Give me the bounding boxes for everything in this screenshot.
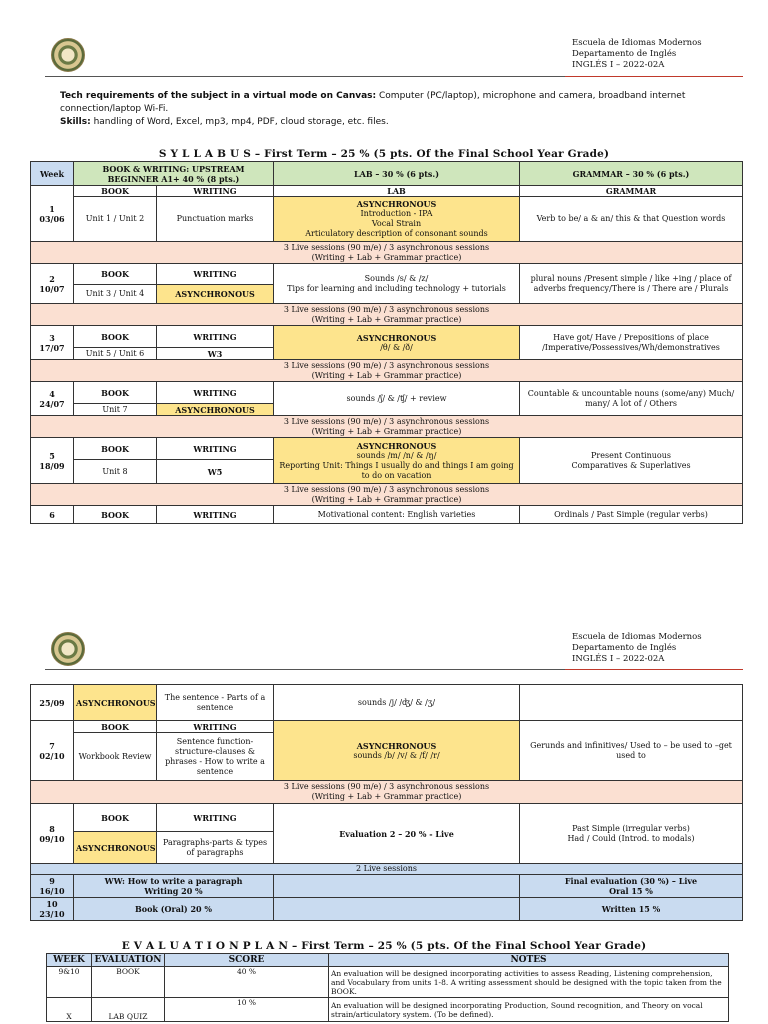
- grammar-line: Past Simple (irregular verbs): [572, 823, 690, 833]
- lab-line: Sounds /s/ & /z/: [364, 273, 429, 283]
- week-10: [31, 898, 74, 921]
- week-date: 18/09: [39, 460, 65, 471]
- week-number: 2: [49, 273, 55, 284]
- grammar-cell: Have got/ Have / Prepositions of place /Imperative/Possessives/Wh/demonstratives: [520, 326, 743, 360]
- week-date: 24/07: [39, 398, 65, 409]
- book-subheader: BOOK: [74, 438, 157, 460]
- lab-cell: sounds /j/ /ʤ/ & /ʒ/: [274, 685, 520, 721]
- grammar-cell: [520, 685, 743, 721]
- writing-subheader: WRITING: [157, 264, 274, 285]
- lab-cell: sounds /ʃ/ & /ʧ/ + review: [274, 382, 520, 416]
- lab-line: Tips for learning and including technology + tutorials: [287, 283, 506, 293]
- syllabus-title: S Y L L A B U S – First Term – 25 % (5 pts. Of the Final School Year Grade): [158, 148, 610, 160]
- evaluation-line: Oral 15 %: [609, 886, 653, 896]
- week-number: 7: [49, 740, 55, 751]
- live-line: (Writing + Lab + Grammar practice): [311, 370, 462, 380]
- final-evaluation-cell: [520, 875, 743, 898]
- tech-label: Tech requirements of the subject in a virtual mode on Canvas:: [60, 91, 377, 101]
- grammar-cell: [520, 438, 743, 484]
- live-line: (Writing + Lab + Grammar practice): [311, 792, 462, 801]
- week-4: [31, 382, 74, 416]
- school-name: Escuela de Idiomas Modernos: [572, 632, 702, 642]
- department-name: Departamento de Inglés: [572, 643, 677, 653]
- grammar-cell: plural nouns /Present simple / like +ing / place of adverbs frequency/There is / There are / Plurals: [520, 264, 743, 304]
- lab-evaluation-cell: Evaluation 2 – 20 % - Live: [274, 804, 520, 864]
- syllabus-table-continued: [30, 684, 743, 921]
- eval-notes: An evaluation will be designed incorporating Production, Sound recognition, and Theory on vocal strain/articulatory system. (To be defined).: [329, 998, 729, 1022]
- writing-subheader: WRITING: [157, 506, 274, 524]
- live-sessions-row: [31, 242, 743, 264]
- lab-async-label: ASYNCHRONOUS: [356, 332, 437, 343]
- live-sessions-row: [31, 484, 743, 506]
- page-header-info: [572, 38, 702, 71]
- lab-cell: [274, 438, 520, 484]
- book-subheader: BOOK: [74, 264, 157, 285]
- live-line: 3 Live sessions (90 m/e) / 3 asynchronous sessions: [283, 360, 490, 370]
- writing-evaluation-cell: [74, 875, 274, 898]
- book-subheader: BOOK: [74, 382, 157, 404]
- eval-notes: An evaluation will be designed incorporating activities to assess Reading, Listening comprehension, and Vocabulary from units 1-8. A writing assessment should be designed with the topic taken from the BOOK.: [329, 967, 729, 998]
- writing-subheader: WRITING: [157, 438, 274, 460]
- grammar-cell: Ordinals / Past Simple (regular verbs): [520, 506, 743, 524]
- requirements-section: [60, 90, 700, 129]
- header-rule: [45, 669, 565, 670]
- department-name: Departamento de Inglés: [572, 49, 677, 59]
- lab-cell: [274, 197, 520, 242]
- live-sessions-row: [31, 360, 743, 382]
- writing-subheader: WRITING: [157, 804, 274, 832]
- week-date: 02/10: [39, 750, 65, 761]
- writing-async-cell: ASYNCHRONOUS: [157, 285, 274, 304]
- live-line: (Writing + Lab + Grammar practice): [311, 494, 462, 504]
- book-subheader: BOOK: [74, 721, 157, 733]
- week-date: 25/09: [31, 685, 74, 721]
- week-3: [31, 326, 74, 360]
- lab-line: sounds /m/ /n/ & /ŋ/: [356, 450, 437, 460]
- lab-line: Vocal Strain: [371, 219, 422, 228]
- live-sessions-row: [31, 416, 743, 438]
- eval-week: 9&10: [47, 967, 92, 998]
- skills-value: handling of Word, Excel, mp3, mp4, PDF, cloud storage, etc. files.: [93, 117, 389, 127]
- writing-async-cell: ASYNCHRONOUS: [157, 404, 274, 416]
- book-async-cell: ASYNCHRONOUS: [74, 685, 157, 721]
- skills-label: Skills:: [60, 117, 91, 127]
- lab-line: Introduction - IPA: [360, 209, 433, 218]
- lab-cell: [274, 326, 520, 360]
- evaluation-plan-table: [46, 953, 729, 1022]
- lab-header: LAB – 30 % (6 pts.): [274, 162, 520, 186]
- writing-subheader: WRITING: [157, 721, 274, 733]
- lab-line: Articulatory description of consonant sounds: [305, 229, 488, 238]
- evaluation-plan-title: E V A L U A T I O N P L A N – First Term – 25 % (5 pts. Of the Final School Year Grade): [121, 940, 647, 952]
- week-7: [31, 721, 74, 781]
- lab-async-label: ASYNCHRONOUS: [356, 440, 437, 451]
- school-name: Escuela de Idiomas Modernos: [572, 38, 702, 48]
- live-sessions-row: [31, 781, 743, 804]
- book-async-cell: ASYNCHRONOUS: [74, 832, 157, 864]
- week-date: 03/06: [39, 213, 65, 224]
- evaluation-header: EVALUATION: [92, 954, 165, 967]
- writing-cell: Punctuation marks: [157, 197, 274, 242]
- writing-cell: W5: [157, 460, 274, 484]
- eval-type: BOOK: [92, 967, 165, 998]
- grammar-cell: Gerunds and infinitives/ Used to – be used to –get used to: [520, 721, 743, 781]
- grammar-subheader: GRAMMAR: [520, 186, 743, 197]
- book-subheader: BOOK: [74, 804, 157, 832]
- week-header: WEEK: [47, 954, 92, 967]
- evaluation-line: Final evaluation (30 %) – Live: [564, 876, 698, 886]
- evaluation-line: Writing 20 %: [144, 886, 203, 896]
- lab-cell: [274, 875, 520, 898]
- lab-cell: [274, 898, 520, 921]
- live-line: (Writing + Lab + Grammar practice): [311, 314, 462, 324]
- book-evaluation-cell: Book (Oral) 20 %: [74, 898, 274, 921]
- book-subheader: BOOK: [74, 326, 157, 348]
- writing-cell: The sentence - Parts of a sentence: [157, 685, 274, 721]
- writing-subheader: WRITING: [157, 186, 274, 197]
- week-date: 17/07: [39, 342, 65, 353]
- week-9: [31, 875, 74, 898]
- grammar-line: Present Continuous: [591, 450, 671, 460]
- live-line: 3 Live sessions (90 m/e) / 3 asynchronous sessions: [283, 484, 490, 494]
- lab-async-label: ASYNCHRONOUS: [356, 199, 437, 209]
- university-seal-logo: [51, 38, 85, 72]
- tech-value: Computer (PC/laptop), microphone and camera, broadband internet connection/laptop Wi-Fi.: [60, 91, 686, 114]
- writing-cell: W3: [157, 348, 274, 360]
- syllabus-table: [30, 161, 743, 524]
- week-number: 1: [49, 203, 55, 214]
- week-number: 9: [49, 876, 55, 886]
- writing-cell: Sentence function- structure-clauses & phrases - How to write a sentence: [157, 733, 274, 781]
- live-line: 3 Live sessions (90 m/e) / 3 asynchronous sessions: [283, 304, 490, 314]
- lab-cell: [274, 264, 520, 304]
- lab-async-label: ASYNCHRONOUS: [356, 740, 437, 751]
- week-number: 5: [49, 450, 55, 461]
- course-name: INGLÉS I – 2022-02A: [572, 60, 665, 70]
- skills: [60, 116, 700, 129]
- grammar-header: GRAMMAR – 30 % (6 pts.): [520, 162, 743, 186]
- tech-requirements: [60, 90, 700, 116]
- week-2: [31, 264, 74, 304]
- week-6: 6: [31, 506, 74, 524]
- lab-line: sounds /b/ /v/ & /f/ /r/: [353, 750, 440, 760]
- live-line: (Writing + Lab + Grammar practice): [311, 252, 462, 262]
- week-header: Week: [31, 162, 74, 186]
- live-sessions-row: [31, 304, 743, 326]
- week-number: 10: [46, 899, 58, 909]
- week-date: 23/10: [39, 909, 65, 919]
- week-date: 09/10: [39, 833, 65, 844]
- lab-line: /θ/ & /ð/: [380, 342, 413, 352]
- lab-cell: [274, 721, 520, 781]
- page-header-info: [572, 632, 702, 665]
- eval-score: 40 %: [165, 967, 329, 998]
- grammar-cell: Countable & uncountable nouns (some/any) Much/ many/ A lot of / Others: [520, 382, 743, 416]
- week-5: [31, 438, 74, 484]
- eval-type: LAB QUIZ: [92, 998, 165, 1022]
- grammar-cell: [520, 804, 743, 864]
- book-cell: Unit 5 / Unit 6: [74, 348, 157, 360]
- week-number: 8: [49, 823, 55, 834]
- week-8: [31, 804, 74, 864]
- lab-cell: Motivational content: English varieties: [274, 506, 520, 524]
- notes-header: NOTES: [329, 954, 729, 967]
- score-header: SCORE: [165, 954, 329, 967]
- grammar-line: Had / Could (Introd. to modals): [567, 833, 695, 843]
- writing-subheader: WRITING: [157, 382, 274, 404]
- live-line: 3 Live sessions (90 m/e) / 3 asynchronous sessions: [283, 242, 490, 252]
- live-line: (Writing + Lab + Grammar practice): [311, 426, 462, 436]
- book-cell: Unit 7: [74, 404, 157, 416]
- eval-week: X: [47, 998, 92, 1022]
- book-cell: Unit 1 / Unit 2: [74, 197, 157, 242]
- grammar-cell: Verb to be/ a & an/ this & that Question words: [520, 197, 743, 242]
- week-date: 10/07: [39, 283, 65, 294]
- lab-line: Reporting Unit: Things I usually do and things I am going to do on vacation: [279, 460, 514, 480]
- header-rule-accent: [565, 669, 743, 670]
- book-writing-header: BOOK & WRITING: UPSTREAM BEGINNER A1+ 40 % (8 pts.): [74, 162, 274, 186]
- week-number: 3: [49, 332, 55, 343]
- book-subheader: BOOK: [74, 506, 157, 524]
- book-cell: Unit 3 / Unit 4: [74, 285, 157, 304]
- university-seal-logo: [51, 632, 85, 666]
- week-number: 4: [49, 388, 55, 399]
- lab-subheader: LAB: [274, 186, 520, 197]
- writing-cell: Paragraphs-parts & types of paragraphs: [157, 832, 274, 864]
- grammar-line: Comparatives & Superlatives: [571, 460, 691, 470]
- header-rule-accent: [565, 76, 743, 77]
- header-rule: [45, 76, 565, 77]
- week-date: 16/10: [39, 886, 65, 896]
- writing-subheader: WRITING: [157, 326, 274, 348]
- written-evaluation-cell: Written 15 %: [520, 898, 743, 921]
- book-cell: Workbook Review: [74, 733, 157, 781]
- book-subheader: BOOK: [74, 186, 157, 197]
- week-1: [31, 186, 74, 242]
- book-cell: Unit 8: [74, 460, 157, 484]
- live-line: 3 Live sessions (90 m/e) / 3 asynchronous sessions: [283, 416, 490, 426]
- live-line: 3 Live sessions (90 m/e) / 3 asynchronous sessions: [283, 782, 490, 791]
- evaluation-line: WW: How to write a paragraph: [104, 876, 243, 886]
- eval-score: 10 %: [165, 998, 329, 1022]
- course-name: INGLÉS I – 2022-02A: [572, 654, 665, 664]
- live-sessions-row: 2 Live sessions: [31, 864, 743, 875]
